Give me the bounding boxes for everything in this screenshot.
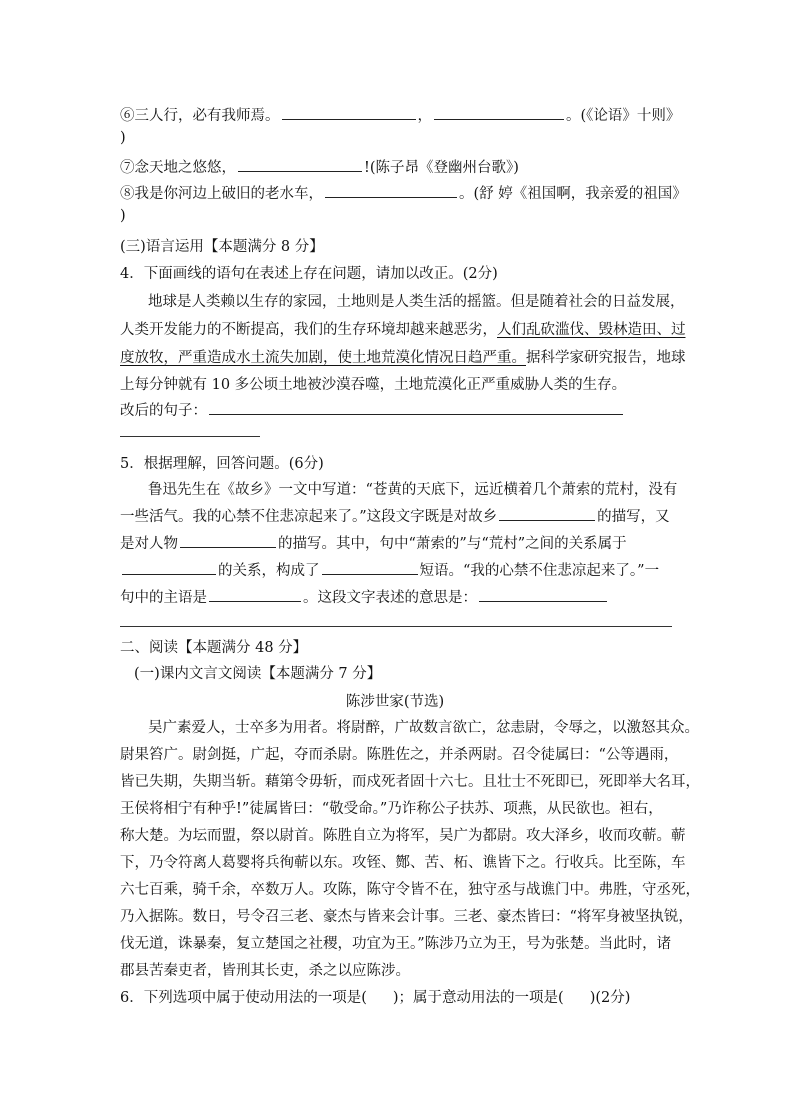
q5-blank-5[interactable] xyxy=(209,587,301,602)
passage-line: 六七百乘，骑千余，卒数万人。攻陈，陈守令皆不在，独守丞与战谯门中。弗胜，守丞死， xyxy=(120,882,700,898)
q5-line-4: 的关系，构成了 短语。“我的心禁不住悲凉起来了。”一 xyxy=(120,559,659,580)
passage-line: 伐无道，诛暴秦，复立楚国之社稷，功宜为王。”陈涉乃立为王，号为张楚。当此时，诸 xyxy=(120,936,672,952)
q5-blank-3[interactable] xyxy=(122,560,216,575)
section-language-heading: (三)语言运用【本题满分 8 分】 xyxy=(120,239,324,255)
q6-choice-line: 6．下列选项中属于使动用法的一项是( )；属于意动用法的一项是( )(2分) xyxy=(120,990,631,1006)
q6-close: ) xyxy=(120,130,126,146)
passage-line: 郡县苦秦吏者，皆刑其长吏，杀之以应陈涉。 xyxy=(120,963,410,979)
q6-blank-2[interactable] xyxy=(434,105,564,120)
q8-blank[interactable] xyxy=(325,183,457,198)
q4-answer-line: 改后的句子： xyxy=(120,399,625,420)
q4-answer-blank[interactable] xyxy=(209,400,623,415)
passage-line: 尉果笞广。尉剑挺，广起，夺而杀尉。陈胜佐之，并杀两尉。召令徒属曰：“公等遇雨， xyxy=(120,747,679,763)
q5-line-1: 鲁迅先生在《故乡》一文中写道：“苍黄的天底下，远近横着几个萧索的荒村，没有 xyxy=(148,482,678,498)
q7-line: ⑦念天地之悠悠， !(陈子昂《登幽州台歌》) xyxy=(120,156,519,177)
q4-para-line-2: 人类开发能力的不断提高，我们的生存环境却越来越恶劣，人们乱砍滥伐、毁林造田、过 xyxy=(120,322,686,338)
q8-close: ) xyxy=(120,208,126,224)
q4-underlined-2: 度放牧，严重造成水土流失加剧，使土地荒漠化情况日趋严重。 xyxy=(120,350,526,366)
q5-line-5: 句中的主语是 。这段文字表述的意思是： xyxy=(120,586,609,607)
q8-line: ⑧我是你河边上破旧的老水车， 。(舒 婷《祖国啊，我亲爱的祖国》 xyxy=(120,182,687,203)
q5-blank-1[interactable] xyxy=(499,506,595,521)
q4-para-line-1: 地球是人类赖以生存的家园，土地则是人类生活的摇篮。但是随着社会的日益发展， xyxy=(148,294,685,310)
q4-underlined-1: 人们乱砍滥伐、毁林造田、过 xyxy=(497,322,686,338)
q6-blank-1[interactable] xyxy=(282,105,416,120)
passage-line: 乃入据陈。数日，号令召三老、豪杰与皆来会计事。三老、豪杰皆曰：“将军身被坚执锐， xyxy=(120,909,693,925)
q5-blank-2[interactable] xyxy=(180,533,276,548)
subsection-classical-heading: (一)课内文言文阅读【本题满分 7 分】 xyxy=(134,666,382,682)
section-reading-heading: 二、阅读【本题满分 48 分】 xyxy=(120,640,308,656)
passage-line: 称大楚。为坛而盟，祭以尉首。陈胜自立为将军，吴广为都尉。攻大泽乡，收而攻蕲。蕲 xyxy=(120,828,686,844)
q5-line-3: 是对人物 的描写。其中，句中“萧索的”与“荒村”之间的关系属于 xyxy=(120,532,627,553)
q5-answer-rule[interactable] xyxy=(120,626,672,627)
q4-answer-blank-2[interactable] xyxy=(120,436,260,437)
q7-blank[interactable] xyxy=(238,157,362,172)
q5-blank-4[interactable] xyxy=(322,560,418,575)
q4-para-line-4: 上每分钟就有 10 多公顷土地被沙漠吞噬，土地荒漠化正严重威胁人类的生存。 xyxy=(120,377,627,393)
q5-blank-6[interactable] xyxy=(479,587,607,602)
passage-line: 皆已失期，失期当斩。藉第令毋斩，而戍死者固十六七。且壮士不死即已，死即举大名耳， xyxy=(120,774,700,790)
q5-prompt: 5．根据理解，回答问题。(6分) xyxy=(120,456,324,472)
q4-prompt: 4．下面画线的语句在表述上存在问题，请加以改正。(2分) xyxy=(120,266,498,282)
q6-line: ⑥三人行，必有我师焉。 ， 。(《论语》十则》 xyxy=(120,104,680,125)
passage-title: 陈涉世家(节选) xyxy=(345,694,445,710)
passage-line: 王侯将相宁有种乎!”徒属皆曰：“敬受命。”乃诈称公子扶苏、项燕，从民欲也。袒右， xyxy=(120,801,663,817)
passage-line: 吴广素爱人，士卒多为用者。将尉醉，广故数言欲亡，忿恚尉，令辱之，以激怒其众。 xyxy=(148,720,699,736)
q4-para-line-3: 度放牧，严重造成水土流失加剧，使土地荒漠化情况日趋严重。据科学家研究报告，地球 xyxy=(120,350,686,366)
passage-line: 下，乃令符离人葛婴将兵徇蕲以东。攻铚、酂、苦、柘、谯皆下之。行收兵。比至陈，车 xyxy=(120,855,686,871)
q5-line-2: 一些活气。我的心禁不住悲凉起来了。”这段文字既是对故乡 的描写，又 xyxy=(120,505,670,526)
